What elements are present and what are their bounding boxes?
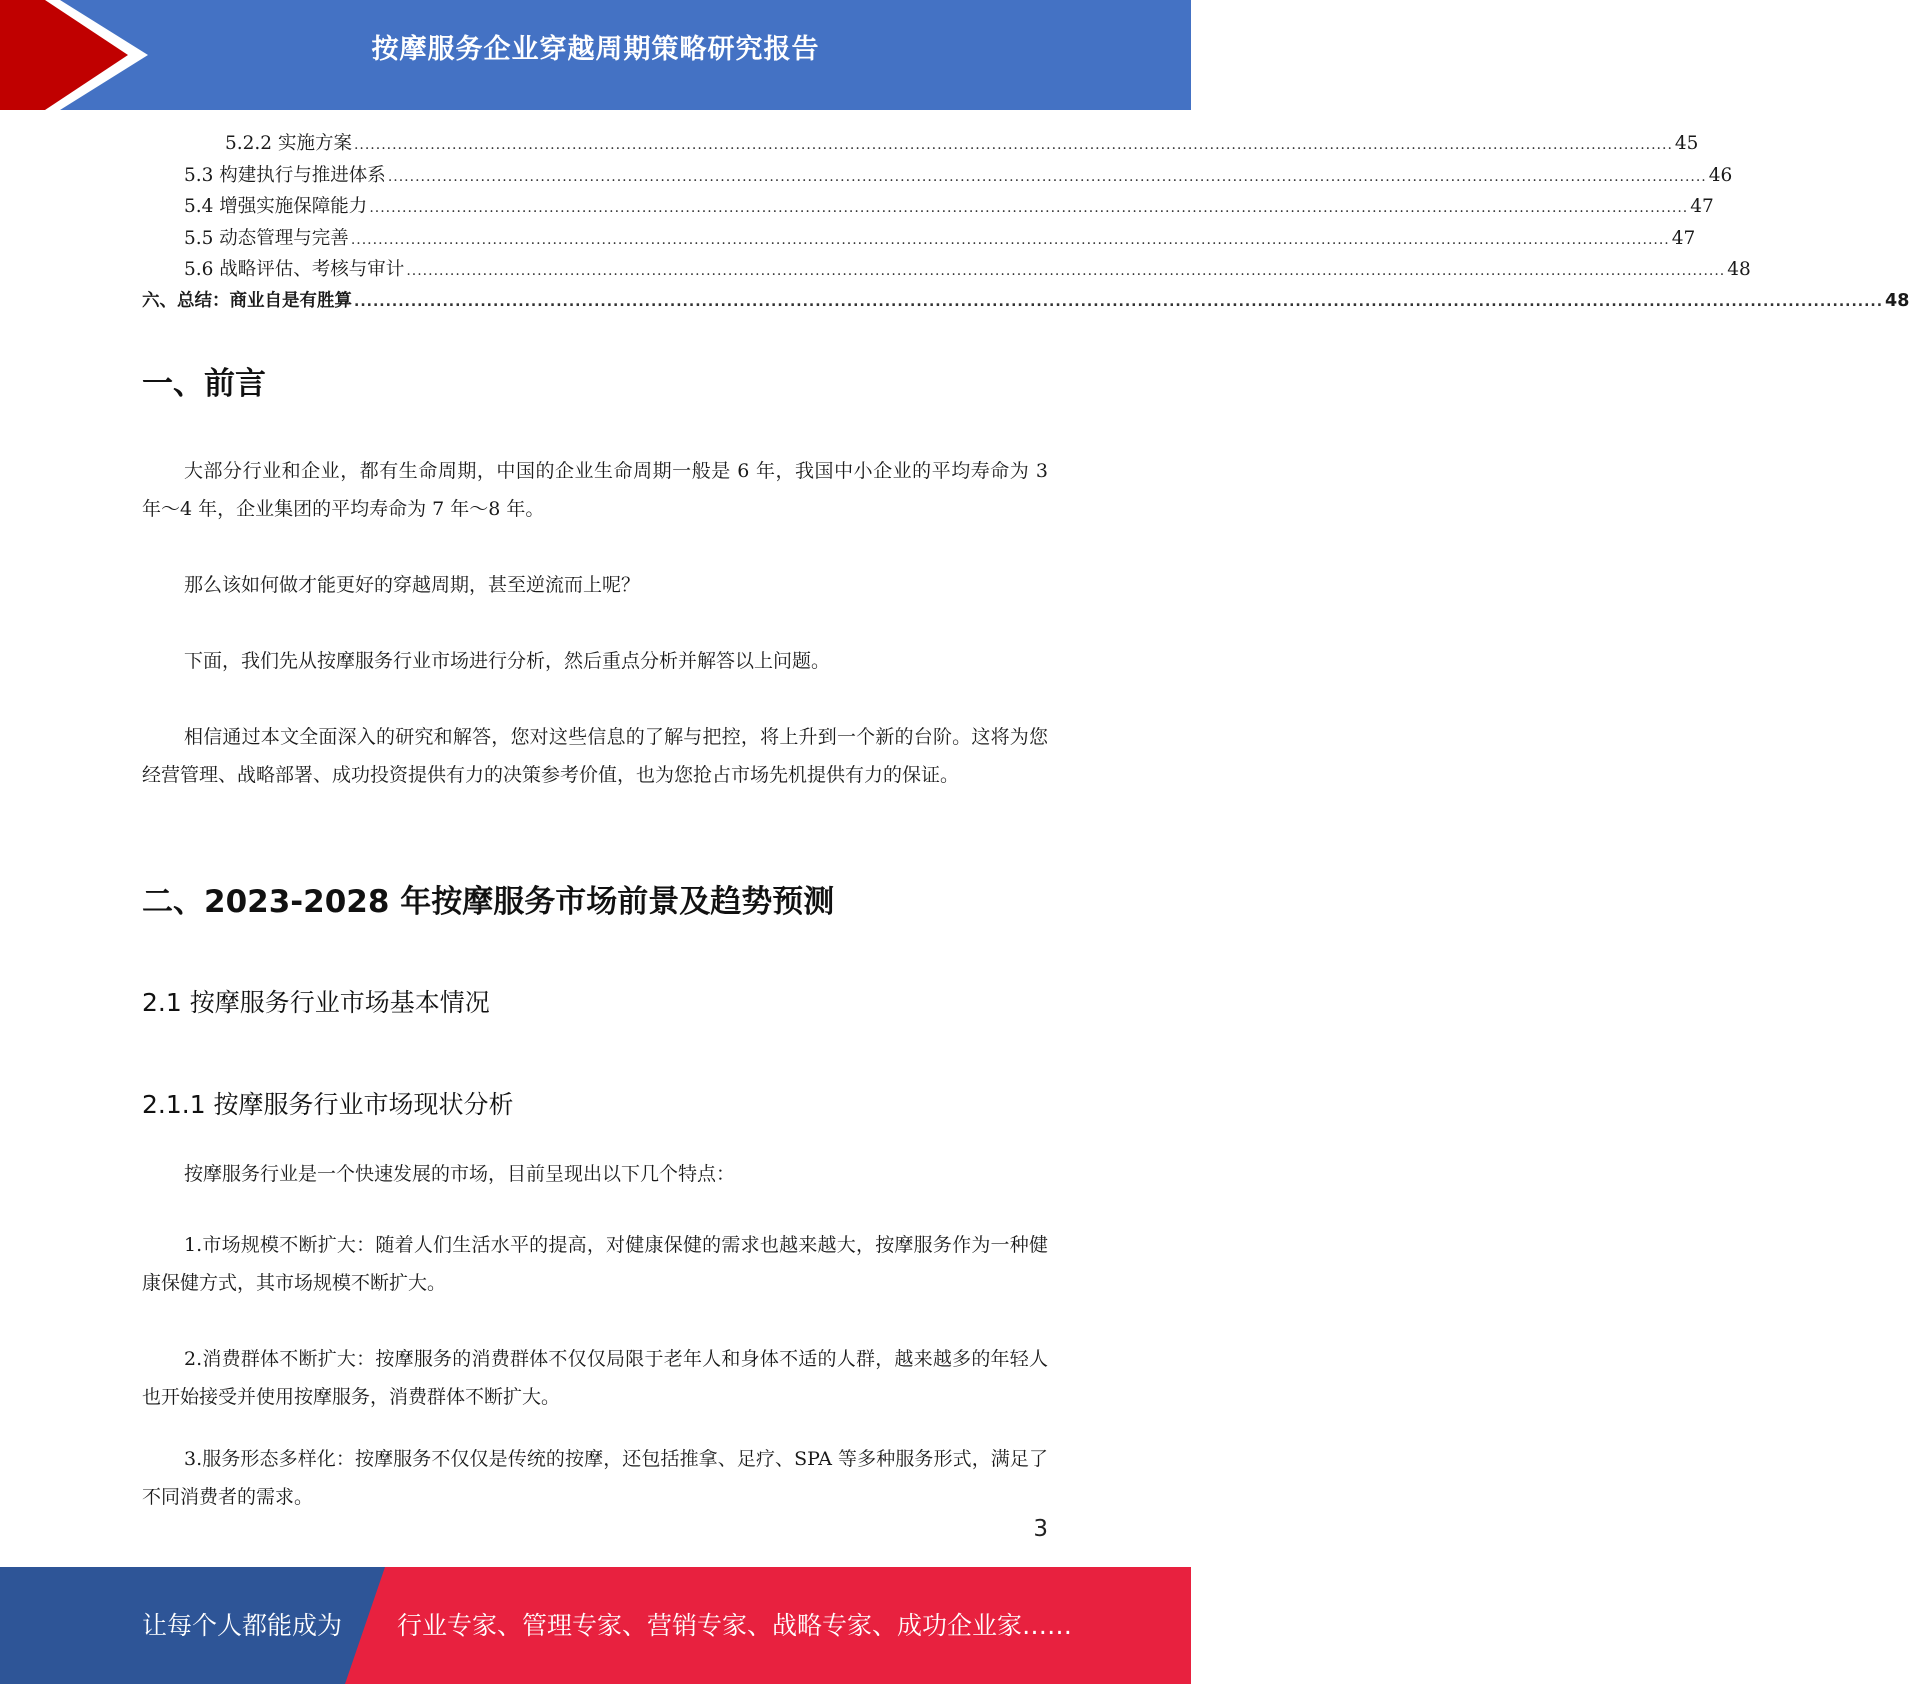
page-number: 3 — [1033, 1516, 1048, 1542]
toc-item[interactable] — [142, 161, 1733, 193]
toc-item-page: 46 — [1708, 164, 1733, 186]
toc-item[interactable] — [142, 255, 1751, 287]
section-heading-market: 二、2023-2028 年按摩服务市场前景及趋势预测 — [142, 884, 835, 920]
paragraph: 1.市场规模不断扩大：随着人们生活水平的提高，对健康保健的需求也越来越大，按摩服务作为一种健康保健方式，其市场规模不断扩大。 — [142, 1234, 1048, 1294]
toc-item-label: 六、总结：商业自是有胜算 — [142, 290, 352, 311]
paragraph: 按摩服务行业是一个快速发展的市场，目前呈现出以下几个特点： — [184, 1163, 736, 1185]
toc-item[interactable] — [142, 192, 1714, 224]
toc-item-page: 48 — [1885, 290, 1909, 311]
toc-item-page: 47 — [1671, 227, 1696, 249]
toc-item[interactable] — [142, 287, 1909, 319]
paragraph: 相信通过本文全面深入的研究和解答，您对这些信息的了解与把控，将上升到一个新的台阶。这将为您经营管理、战略部署、成功投资提供有力的决策参考价值，也为您抢占市场先机提供有力的保证。 — [142, 726, 1048, 786]
paragraph: 2.消费群体不断扩大：按摩服务的消费群体不仅仅局限于老年人和身体不适的人群，越来越多的年轻人也开始接受并使用按摩服务，消费群体不断扩大。 — [142, 1348, 1048, 1408]
paragraph: 大部分行业和企业，都有生命周期，中国的企业生命周期一般是 6 年，我国中小企业的平均寿命为 3 年～4 年，企业集团的平均寿命为 7 年～8 年。 — [142, 460, 1048, 520]
toc-item-label: 5.4 增强实施保障能力 — [184, 196, 368, 217]
toc-leader: .................................................................................................................................................................................................................................................. — [354, 293, 1884, 310]
footer-slogan-right: 行业专家、管理专家、营销专家、战略专家、成功企业家…… — [397, 1611, 1073, 1640]
toc-item-label: 5.3 构建执行与推进体系 — [184, 164, 386, 186]
page-header — [0, 0, 1191, 110]
toc-item-label: 5.5 动态管理与完善 — [184, 227, 349, 249]
toc-item-page: 45 — [1674, 133, 1699, 154]
toc-leader: .................................................................................................................................................................................................................................................. — [350, 231, 1670, 248]
toc-item[interactable] — [142, 129, 1699, 161]
report-title: 按摩服务企业穿越周期策略研究报告 — [371, 34, 820, 65]
toc-leader: .................................................................................................................................................................................................................................................. — [387, 168, 1707, 185]
page-footer — [0, 1567, 1191, 1684]
toc-item-label: 5.6 战略评估、考核与审计 — [184, 259, 405, 280]
paragraph: 那么该如何做才能更好的穿越周期，甚至逆流而上呢？ — [184, 574, 641, 596]
toc-item-page: 47 — [1690, 196, 1714, 217]
paragraph: 3.服务形态多样化：按摩服务不仅仅是传统的按摩，还包括推拿、足疗、SPA 等多种服务形式，满足了不同消费者的需求。 — [142, 1448, 1048, 1508]
subsection-heading: 2.1 按摩服务行业市场基本情况 — [142, 988, 490, 1017]
toc-leader: .................................................................................................................................................................................................................................................. — [369, 200, 1689, 216]
toc-item[interactable] — [142, 224, 1696, 256]
paragraph: 下面，我们先从按摩服务行业市场进行分析，然后重点分析并解答以上问题。 — [184, 650, 831, 672]
toc-item-label: 5.2.2 实施方案 — [225, 133, 352, 154]
section-heading-preface: 一、前言 — [142, 366, 266, 402]
toc-item-page: 48 — [1727, 259, 1751, 280]
toc-leader: .................................................................................................................................................................................................................................................. — [353, 137, 1673, 153]
footer-slogan-left: 让每个人都能成为 — [142, 1611, 343, 1640]
table-of-contents — [142, 129, 1909, 318]
toc-leader: .................................................................................................................................................................................................................................................. — [406, 263, 1726, 279]
subsubsection-heading: 2.1.1 按摩服务行业市场现状分析 — [142, 1090, 514, 1119]
